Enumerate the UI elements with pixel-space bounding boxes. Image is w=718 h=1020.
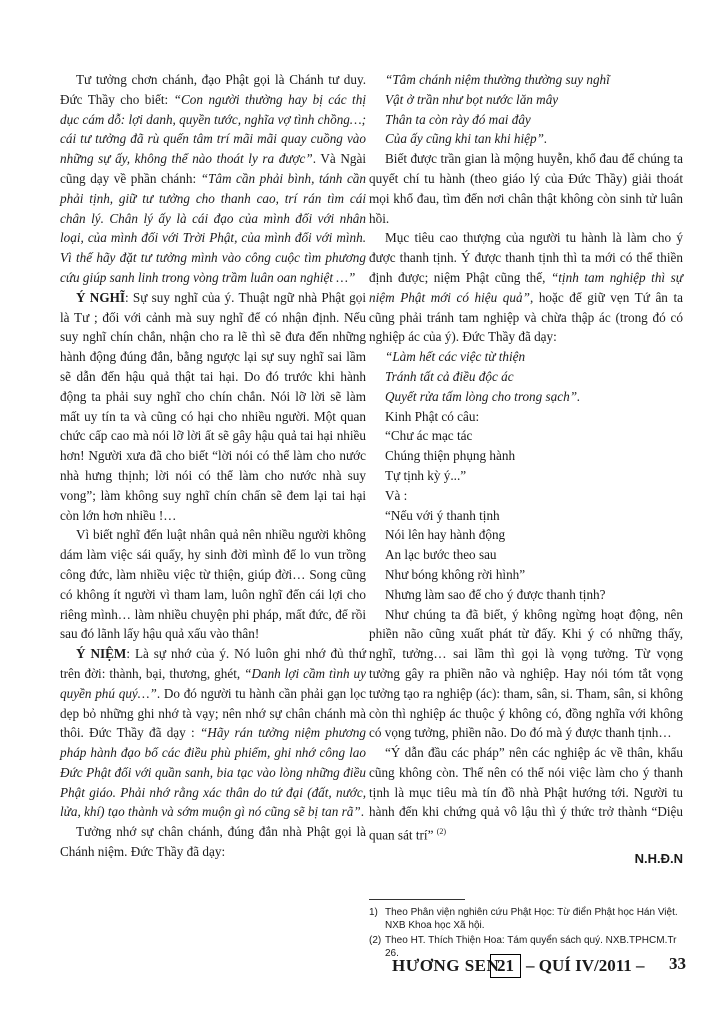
verse-line: Kinh Phật có câu: — [385, 408, 480, 424]
verse-line: Tự tịnh kỳ ý...” — [385, 467, 467, 483]
paragraph-chanh-niem: Tưởng nhớ sự chân chánh, đúng đắn nhà Phật gọi là Chánh niệm. Đức Thầy đã dạy: — [60, 824, 366, 860]
quote-duc-thay: “Con người thường hay bị các thị dục cám dỗ: lợi danh, quyền tước, nghĩa vợ tình chồng…; cái tư tưởng đã rù quến tâm trí mãi mãi quay cuồng vào những sự ấy, không thể nào thoát ly ra được” — [60, 91, 366, 167]
quote: “tịnh tam nghiệp thì sự niệm Phật mới có hiệu quả” — [369, 269, 683, 305]
quote-duc-thay: “Tâm cần phải bình, tánh cần phải tịnh, giữ tư tưởng cho thanh cao, trí rán tìm cái chân lý. Chân lý ấy là cái đạo của mình đối với nhân loại, của mình đối với Trời Phật, của mình đối với mình. Vì thế hãy đặt tư tưởng mình vào công cuộc tìm phương cứu giúp sanh linh trong vòng trầm luân oan nghiệt …” — [60, 170, 366, 285]
verse-line: “Nếu với ý thanh tịnh — [385, 507, 500, 523]
quote-duc-thay: “Hãy rán tưởng niệm phương pháp hành đạo bố các điều phù phiếm, ghi nhớ công lao Đức Phật đối với quần sanh, bia tạc vào lòng những điều Phật giáo. Phải nhớ rằng xác thân do tứ đại (đất, nước, lửa, khí) tạo thành và sớm muộn gì nó cũng sẽ bị tan rã” — [60, 725, 366, 820]
verse-line: An lạc bước theo sau — [385, 547, 497, 563]
footnote: 1) Theo Phân viện nghiên cứu Phật Học: Từ điển Phật học Hán Việt. NXB Khoa học Xã hội. — [369, 907, 678, 932]
verse-line: Quyết rửa tấm lòng cho trong sạch”. — [385, 388, 581, 404]
verse-line: Vật ở trần như bọt nước lăn mây — [385, 91, 559, 107]
paragraph-muc-tieu: Mục tiêu cao thượng của người tu hành là làm cho ý được thanh tịnh. Ý được thanh tịnh thì ta mới có thể thiền định được; niệm Phật cũng thế, “tịnh tam nghiệp thì sự niệm Phật mới có hiệu quả”, hoặc để giữ vẹn Tứ ân ta cũng phải tránh tam nghiệp và chừa thập ác (trong đó có nghiệp ác của ý). Đức Thầy đã dạy: — [369, 230, 683, 345]
term-heading: Ý NIỆM — [76, 646, 127, 662]
paragraph-y-dan-dau: “Ý dẫn đầu các pháp” nên các nghiệp ác về thân, khẩu cũng không còn. Thế nên có thể nói việc làm cho ý thanh tịnh là mục tiêu mà tín đồ nhà Phật hướng tới. Người tu hành đến khi chứng quả vô lậu thì ý thức trở thành “Diệu quan sát trí” $^{(2)}$ — [369, 745, 683, 843]
paragraph-nhan-qua: Vì biết nghĩ đến luật nhân quả nên nhiều người không dám làm việc sái quấy, hy sinh đời mình để lo vun trồng công đức, làm nhiều việc từ thiện, giúp đời… Song cũng có không ít người vì tham lam, luôn nghĩ đến cái lợi cho riêng mình… làm nhiều chuyện phi pháp, mất đức, để rồi sau đó lãnh lấy hậu quả xấu vào thân! — [60, 527, 366, 642]
verse-line: Tránh tất cả điều độc ác — [385, 368, 514, 384]
verse-line: Của ấy cũng khi tan khi hiệp”. — [385, 131, 548, 147]
page-footer — [392, 954, 686, 980]
verse-line: Như bóng không rời hình” — [385, 566, 526, 582]
right-column — [369, 70, 683, 962]
paragraph-y-niem: Ý NIỆM: Là sự nhớ của ý. Nó luôn ghi nhớ đủ thứ trên đời: thành, bại, thương, ghét, “Danh lợi cầm tình uy quyền phú quý…”. Do đó người tu hành cần phải gạn lọc dẹp bỏ những ghi nhớ tà vạy; nên nhớ sự chân chánh mà thôi. Đức Thầy đã dạy : “Hãy rán tưởng niệm phương pháp hành đạo bố các điều phù phiếm, ghi nhớ công lao Đức Phật đối với quần sanh, bia tạc vào lòng những điều Phật giáo. Phải nhớ rằng xác thân do tứ đại (đất, nước, lửa, khí) tạo thành và sớm muộn gì nó cũng sẽ bị tan rã”. — [60, 646, 366, 820]
footnote: (2) Theo HT. Thích Thiện Hoa: Tám quyển sách quý. NXB.TPHCM.Tr 26. — [369, 935, 677, 960]
paragraph-vong-tuong: Như chúng ta đã biết, ý không ngừng hoạt động, nên phiền não cũng xuất phát từ đấy. Khi ý có những thấy, nghĩ, tưởng… sai lầm thì gọi là vọng tưởng. Từ vọng tưởng gây ra phiền não và nghiệp. Hay nói tóm tắt vọng tưởng tạo ra nghiệp (ác): tham, sân, si. Tham, sân, si không còn thì nghiệp ác thuộc ý không có, đồng nghĩa với không có vọng tưởng, phiền não. Do đó mà ý được thanh tịnh… — [369, 606, 683, 741]
footnote-ref: (2) — [436, 827, 447, 837]
verse-line: Thân ta còn rày đó mai đây — [385, 111, 531, 127]
paragraph-mong-huyen: Biết được trần gian là mộng huyễn, khổ đau để chúng ta quyết chí tu hành (theo giáo lý của Đức Thầy) giải thoát mọi khổ đau, tìm đến nơi chân thật không còn sinh tử luân hồi. — [369, 151, 683, 226]
quote: “Danh lợi cầm tình uy quyền phú quý…” — [60, 665, 366, 701]
paragraph-y-nghi: Ý NGHĨ: Sự suy nghĩ của ý. Thuật ngữ nhà Phật gọi là Tư ; đối với cảnh mà suy nghĩ để có nhận định. Nếu suy nghĩ chín chắn, nhận cho ra lẽ thì sẽ đưa đến những hành động đúng đắn, bằng ngược lại sự suy nghĩ sai lầm sẽ dẫn đến hậu quả thật tai hại. Do đó trước khi hành động ta phải suy nghĩ cho chín chắn. Nói lỡ lời sẽ làm mất uy tín ta và cũng có hại cho nhiều người. Một quan chức cấp cao mà nói lỡ lời ất sẽ gây hậu quả tai hại nhiều hơn! Người xưa đã cho biết “lời nói có thể làm cho nước nhà hưng thịnh; lời nói có thể làm cho nước nhà suy vong”; làm không suy nghĩ chín chấn sẽ đem lại tai hại còn lớn hơn nhiều !… — [60, 289, 366, 523]
issue-quarter: – QUÍ IV/2011 – — [526, 956, 645, 975]
verse-line: Nói lên hay hành động — [385, 527, 506, 543]
verse-line: Chúng thiện phụng hành — [385, 448, 516, 464]
left-column — [60, 70, 366, 862]
verse-line: “Tâm chánh niệm thường thường suy nghĩ — [385, 72, 610, 87]
verse-line: Và : — [385, 487, 408, 503]
verse-line: Nhưng làm sao để cho ý được thanh tịnh? — [385, 586, 606, 602]
footnote-divider — [369, 899, 465, 900]
verse-line: “Chư ác mạc tác — [385, 428, 473, 444]
paragraph-chanh-tu-duy: Tư tưởng chơn chánh, đạo Phật gọi là Chánh tư duy. Đức Thầy cho biết: “Con người thường hay bị các thị dục cám dỗ: lợi danh, quyền tước, nghĩa vợ tình chồng…; cái tư tưởng đã rù quến tâm trí mãi mãi quay cuồng vào những sự ấy, không thể nào thoát ly ra được”. Và Ngài cũng dạy về phần chánh: “Tâm cần phải bình, tánh cần phải tịnh, giữ tư tưởng cho thanh cao, trí rán tìm cái chân lý. Chân lý ấy là cái đạo của mình đối với nhân loại, của mình đối với Trời Phật, của mình đối với mình. Vì thế hãy đặt tư tưởng mình vào công cuộc tìm phương cứu giúp sanh linh trong vòng trầm luân oan nghiệt …” — [60, 72, 366, 285]
author-signature: N.H.Đ.N — [634, 851, 683, 867]
page-number: 33 — [669, 954, 686, 973]
verse-line: “Làm hết các việc từ thiện — [385, 349, 526, 365]
magazine-title: HƯƠNG SEN — [392, 956, 500, 975]
issue-number-box: 21 — [490, 954, 521, 978]
term-heading: Ý NGHĨ — [76, 289, 125, 305]
